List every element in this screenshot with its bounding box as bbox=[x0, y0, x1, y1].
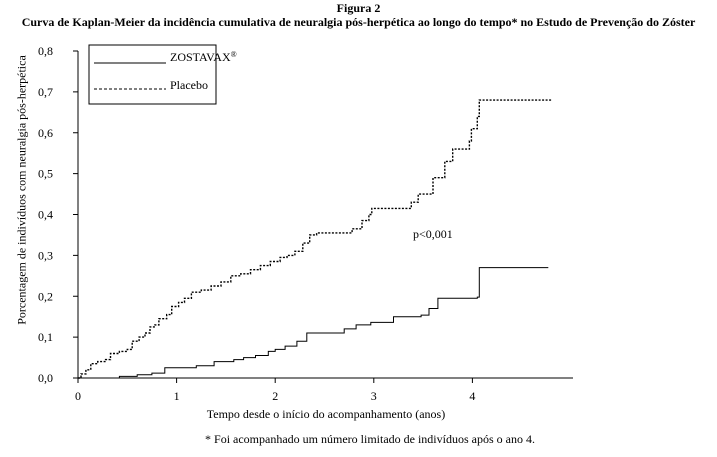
p-value-annotation: p<0,001 bbox=[413, 227, 453, 241]
x-axis-label: Tempo desde o início do acompanhamento (anos) bbox=[206, 407, 446, 421]
x-tick-label: 1 bbox=[173, 389, 180, 403]
x-tick-label: 3 bbox=[370, 389, 377, 403]
y-tick-label: 0,1 bbox=[38, 330, 53, 345]
x-tick-label: 4 bbox=[469, 389, 476, 403]
y-tick-label: 0,3 bbox=[38, 248, 53, 263]
series-line-zostavax bbox=[78, 268, 548, 378]
footnote: * Foi acompanhado um número limitado de indivíduos após o ano 4. bbox=[205, 432, 535, 446]
y-tick-label: 0,6 bbox=[38, 125, 53, 140]
y-tick-label: 0,8 bbox=[38, 44, 53, 58]
y-tick-label: 0,7 bbox=[38, 84, 53, 99]
legend-label-zostavax-text: ZOSTAVAX bbox=[170, 50, 231, 64]
x-tick-label: 2 bbox=[272, 389, 279, 403]
legend-label-zostavax bbox=[170, 50, 237, 64]
y-tick-label: 0,4 bbox=[38, 207, 53, 222]
legend bbox=[89, 45, 237, 104]
y-tick-label: 0,2 bbox=[38, 289, 53, 304]
y-axis-label: Porcentagem de indivíduos com neuralgia pós-herpética bbox=[14, 55, 29, 325]
chart-title: Curva de Kaplan-Meier da incidência cumulativa de neuralgia pós-herpética ao longo do tempo* no Estudo de Prevenção do Zóster bbox=[21, 15, 696, 29]
legend-label-zostavax-sup: ® bbox=[230, 50, 237, 59]
y-tick-label: 0,5 bbox=[38, 166, 53, 181]
legend-label-placebo: Placebo bbox=[170, 78, 208, 92]
figure-label: Figura 2 bbox=[336, 1, 381, 15]
y-tick-label: 0,0 bbox=[38, 371, 53, 385]
series-line-placebo bbox=[78, 100, 551, 378]
y-axis-ticks bbox=[38, 44, 78, 385]
series-layer bbox=[78, 100, 551, 378]
x-tick-label: 0 bbox=[75, 389, 81, 403]
x-axis-ticks bbox=[75, 378, 475, 403]
